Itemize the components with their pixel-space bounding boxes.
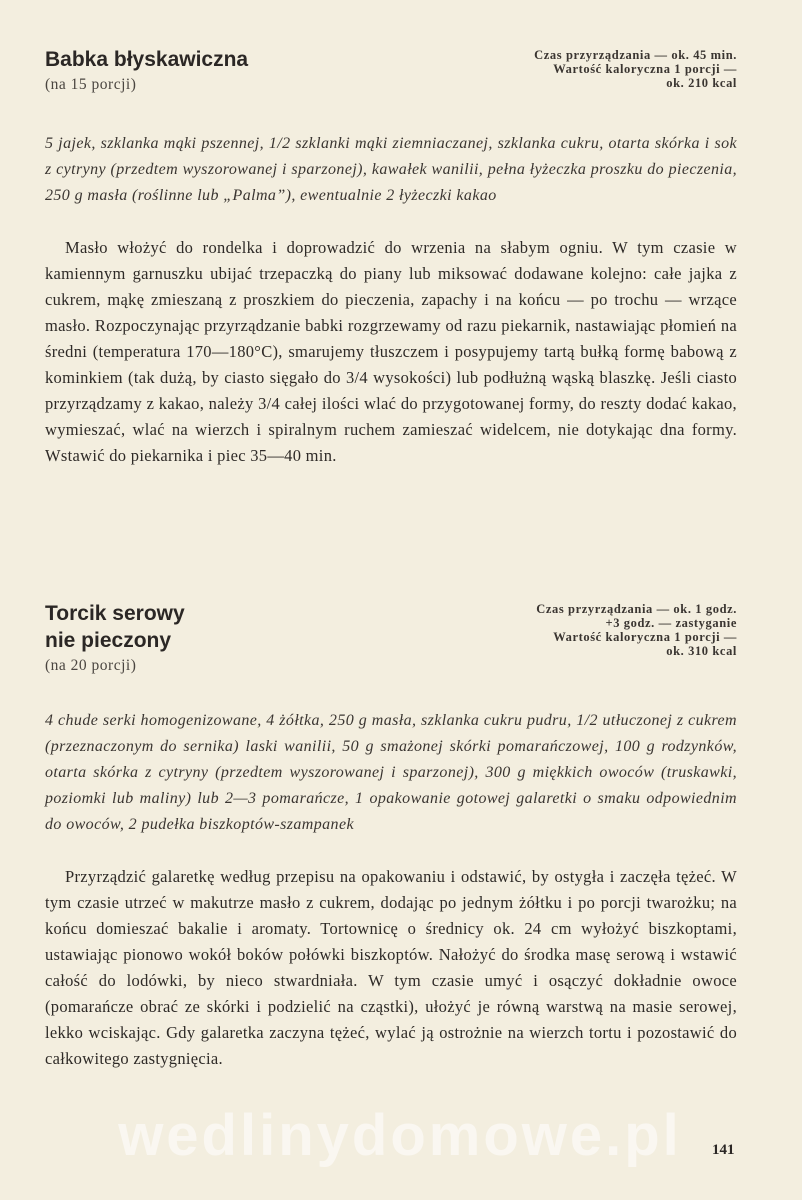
watermark: wedlinydomowe.pl	[118, 1103, 682, 1168]
recipe-header	[45, 46, 737, 95]
recipe-meta	[536, 602, 737, 658]
page-number: 141	[712, 1142, 735, 1158]
method: Masło włożyć do rondelka i doprowadzić do wrzenia na słabym ogniu. W tym czasie w kamiennym garnuszku ubijać trzepaczką do piany lub miksować dodawane kolejno: całe jajka z cukrem, mąkę zmieszaną z proszkiem do pieczenia, zapachy i na końcu — po trochu — wrzące masło. Rozpoczynając przyrządzanie babki rozgrzewamy od razu piekarnik, nastawiając płomień na średni (temperatura 170—180°C), smarujemy tłuszczem i posypujemy tartą bułką formę babową z kominkiem (tak dużą, by ciasto sięgało do 3/4 wysokości) lub podłużną wąską blaszkę. Jeśli ciasto przyrządzamy z kakao, należy 3/4 całej ilości wlać do przygotowanej formy, do reszty dodać kakao, wymieszać, wlać na wierzch i spiralnym ruchem zamieszać widelcem, nie dotykając dna formy. Wstawić do piekarnika i piec 35—40 min.	[45, 238, 737, 465]
calories-label: Wartość kaloryczna 1 porcji —	[553, 630, 737, 644]
prep-time: Czas przyrządzania — ok. 45 min.	[534, 48, 737, 62]
servings: (na 15 porcji)	[45, 76, 137, 93]
recipe-babka	[45, 46, 737, 469]
recipe-title	[45, 46, 385, 73]
recipe-header	[45, 600, 737, 676]
method: Przyrządzić galaretkę według przepisu na opakowaniu i odstawić, by ostygła i zaczęła tężeć. W tym czasie utrzeć w makutrze masło z cukrem, dodając po jednym żółtku i po porcji twarożku; na końcu domieszać bakalie i aromaty. Tortownicę o średnicy ok. 24 cm wyłożyć biszkoptami, ustawiając pionowo wokół boków połówki biszkoptów. Nałożyć do środka masę serową i wstawić całość do lodówki, by nieco stwardniała. W tym czasie umyć i osączyć dokładnie owoce (pomarańcze obrać ze skórki i podzielić na cząstki), ułożyć je równą warstwą na masie serowej, lekko wciskając. Gdy galaretka zaczyna tężeć, wylać ją ostrożnie na wierzch tortu i pozostawić do całkowitego zastygnięcia.	[45, 867, 737, 1068]
calories-label: Wartość kaloryczna 1 porcji —	[553, 62, 737, 76]
prep-time: Czas przyrządzania — ok. 1 godz.	[536, 602, 737, 616]
servings: (na 20 porcji)	[45, 657, 137, 674]
recipe-torcik	[45, 600, 737, 1072]
ingredients: 5 jajek, szklanka mąki pszennej, 1/2 szklanki mąki ziemniaczanej, szklanka cukru, otarta skórka i sok z cytryny (przedtem wyszorowanej i sparzonej), kawałek wanilii, pełna łyżeczka proszku do pieczenia, 250 g masła (roślinne lub „Palma”), ewentualnie 2 łyżeczki kakao	[45, 135, 737, 204]
title-line: Babka błyskawiczna	[45, 48, 249, 71]
title-line: Torcik serowy	[45, 602, 185, 625]
calories-value: ok. 210 kcal	[666, 76, 737, 90]
recipe-meta	[534, 48, 737, 90]
calories-value: ok. 310 kcal	[666, 644, 737, 658]
ingredients: 4 chude serki homogenizowane, 4 żółtka, 250 g masła, szklanka cukru pudru, 1/2 utłuczonej z cukrem (przeznaczonym do sernika) laski wanilii, 50 g smażonej skórki pomarańczowej, 100 g rodzynków, otarta skórka z cytryny (przedtem wyszorowanej i sparzonej), 300 g miękkich owoców (truskawki, poziomki lub maliny) lub 2—3 pomarańcze, 1 opakowanie gotowej galaretki o smaku odpowiednim do owoców, 2 pudełka biszkoptów-szampanek	[45, 712, 737, 833]
recipe-title	[45, 600, 385, 654]
setting-time: +3 godz. — zastyganie	[605, 616, 737, 630]
title-line: nie pieczony	[45, 629, 172, 652]
